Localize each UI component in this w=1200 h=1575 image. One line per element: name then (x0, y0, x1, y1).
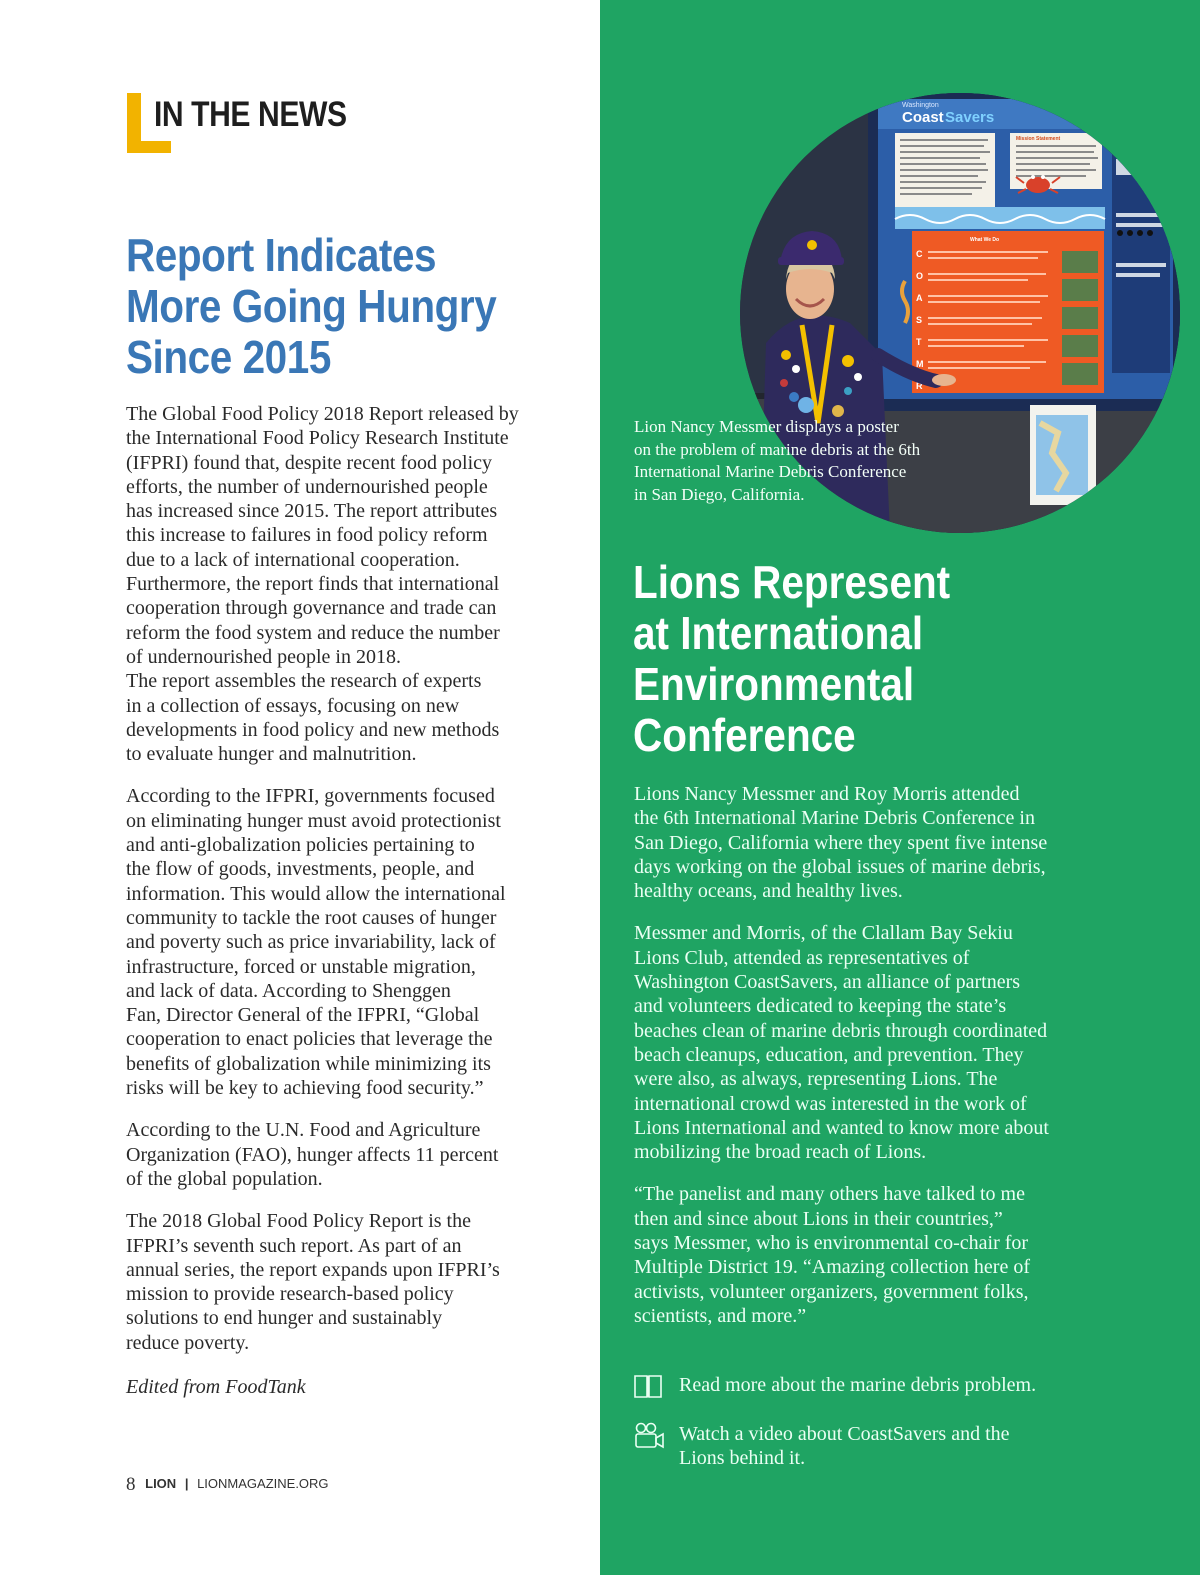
photo-caption (634, 416, 964, 506)
right-article-body (634, 782, 1084, 1328)
body-line: IFPRI’s seventh such report. As part of an (126, 1234, 462, 1257)
body-line: mission to provide research-based policy (126, 1283, 454, 1306)
page-number: 8 (126, 1474, 136, 1495)
right-paragraph-2 (634, 921, 1084, 1164)
body-line: (IFPRI) found that, despite recent food policy (126, 451, 493, 474)
body-line: healthy oceans, and healthy lives. (634, 880, 903, 903)
link-line[interactable]: Read more about the marine debris problem. (679, 1374, 1037, 1396)
footer-brand: LION (145, 1476, 177, 1491)
right-paragraph-3 (634, 1182, 1084, 1328)
left-article-body (126, 402, 536, 1355)
body-line: cooperation to enact policies that leverage the (126, 1028, 493, 1051)
body-line: information. This would allow the international (126, 882, 506, 905)
body-line: to evaluate hunger and malnutrition. (126, 743, 417, 766)
read-more-link-text[interactable] (679, 1373, 1036, 1397)
body-line: cooperation through governance and trade can (126, 597, 497, 620)
body-line: efforts, the number of undernourished people (126, 475, 488, 498)
body-line: Furthermore, the report finds that international (126, 573, 500, 596)
body-line: and volunteers dedicated to keeping the state’s (634, 995, 1007, 1018)
body-line: in a collection of essays, focusing on new (126, 694, 460, 717)
body-line: Washington CoastSavers, an alliance of partners (634, 971, 1021, 994)
body-line: Lions Club, attended as representatives of (634, 946, 970, 969)
footer-site-link[interactable]: LIONMAGAZINE.ORG (197, 1476, 329, 1491)
footer-separator: | (184, 1476, 189, 1491)
body-line: mobilizing the broad reach of Lions. (634, 1141, 927, 1164)
left-paragraph-3 (126, 1118, 536, 1191)
body-line: on eliminating hunger must avoid protectionist (126, 809, 501, 832)
body-line: infrastructure, forced or unstable migration, (126, 955, 476, 978)
body-line: this increase to failures in food policy reform (126, 524, 488, 547)
body-line: annual series, the report expands upon IFPRI’s (126, 1258, 500, 1281)
caption-line: on the problem of marine debris at the 6th (634, 439, 921, 459)
svg-text:T: T (916, 337, 922, 347)
body-line: Multiple District 19. “Amazing collection here of (634, 1256, 1030, 1279)
body-line: says Messmer, who is environmental co-chair for (634, 1232, 1029, 1255)
body-line: and lack of data. According to Shenggen (126, 979, 451, 1002)
right-article-title (633, 557, 1173, 761)
body-line: According to the U.N. Food and Agriculture (126, 1119, 481, 1142)
watch-video-link-text[interactable] (679, 1422, 1010, 1471)
left-paragraph-1 (126, 402, 536, 766)
body-line: risks will be key to achieving food security.” (126, 1077, 484, 1100)
right-column (600, 0, 1200, 1575)
read-more-link[interactable] (633, 1373, 1153, 1401)
body-line: the International Food Policy Research Institute (126, 427, 509, 450)
left-paragraph-2 (126, 784, 536, 1100)
body-line: According to the IFPRI, governments focused (126, 785, 495, 808)
svg-text:Mission Statement: Mission Statement (1016, 136, 1061, 142)
link-line[interactable]: Watch a video about CoastSavers and the (679, 1423, 1010, 1445)
svg-text:R: R (916, 381, 923, 391)
body-line: were also, as always, representing Lions. The (634, 1068, 998, 1091)
right-title-line: Lions Represent (633, 556, 951, 608)
svg-text:S: S (916, 315, 923, 325)
left-paragraph-4 (126, 1209, 536, 1355)
svg-text:M: M (916, 359, 924, 369)
body-line: international crowd was interested in the work of (634, 1092, 1027, 1115)
svg-text:Coast: Coast (902, 109, 944, 126)
left-title-line: Report Indicates (126, 229, 437, 281)
body-line: Messmer and Morris, of the Clallam Bay Sekiu (634, 922, 1013, 945)
body-line: and anti-globalization policies pertaining to (126, 834, 475, 857)
article-credit: Edited from FoodTank (126, 1376, 306, 1398)
link-line[interactable]: Lions behind it. (679, 1447, 806, 1470)
body-line: beaches clean of marine debris through coordinated (634, 1019, 1048, 1042)
body-line: solutions to end hunger and sustainably (126, 1307, 443, 1330)
body-line: community to tackle the root causes of hunger (126, 906, 497, 929)
body-line: of the global population. (126, 1167, 323, 1190)
page-footer (126, 1474, 329, 1496)
left-title-line: Since 2015 (126, 331, 331, 383)
svg-text:What We Do: What We Do (970, 237, 1000, 243)
body-line: scientists, and more.” (634, 1304, 807, 1327)
body-line: Fan, Director General of the IFPRI, “Global (126, 1004, 480, 1027)
body-line: The report assembles the research of experts (126, 670, 482, 693)
svg-text:Washington: Washington (902, 102, 939, 109)
right-title-line: Conference (633, 709, 856, 761)
video-camera-icon (633, 1422, 663, 1448)
svg-text:C: C (916, 249, 923, 259)
svg-text:Savers: Savers (945, 109, 995, 126)
body-line: has increased since 2015. The report attributes (126, 500, 498, 523)
body-line: The Global Food Policy 2018 Report released by (126, 403, 519, 425)
svg-text:A: A (916, 293, 923, 303)
body-line: of undernourished people in 2018. (126, 645, 401, 668)
body-line: developments in food policy and new methods (126, 718, 500, 741)
body-line: reform the food system and reduce the number (126, 621, 500, 644)
body-line: the 6th International Marine Debris Conference in (634, 807, 1035, 830)
caption-line: International Marine Debris Conference (634, 462, 907, 481)
body-line: Organization (FAO), hunger affects 11 percent (126, 1143, 499, 1166)
watch-video-link[interactable] (633, 1422, 1153, 1474)
body-line: The 2018 Global Food Policy Report is the (126, 1210, 471, 1233)
left-title-line: More Going Hungry (126, 280, 497, 332)
body-line: due to a lack of international cooperation. (126, 548, 460, 571)
body-line: Lions International and wanted to know more about (634, 1116, 1049, 1139)
body-line: benefits of globalization while minimizing its (126, 1052, 491, 1075)
body-line: and poverty such as price invariability, lack of (126, 931, 496, 954)
section-label-text: IN THE NEWS (154, 95, 347, 134)
caption-line: in San Diego, California. (634, 484, 805, 504)
body-line: reduce poverty. (126, 1331, 250, 1354)
body-line: days working on the global issues of marine debris, (634, 855, 1046, 878)
body-line: “The panelist and many others have talked to me (634, 1183, 1025, 1206)
right-title-line: at International (633, 607, 924, 659)
body-line: San Diego, California where they spent five intense (634, 831, 1048, 854)
book-icon (633, 1373, 663, 1399)
body-line: activists, volunteer organizers, government folks, (634, 1280, 1029, 1303)
body-line: then and since about Lions in their countries,” (634, 1207, 1003, 1230)
body-line: Lions Nancy Messmer and Roy Morris attended (634, 783, 1020, 805)
caption-line: Lion Nancy Messmer displays a poster (634, 417, 899, 436)
svg-text:O: O (916, 271, 924, 281)
right-title-line: Environmental (633, 658, 915, 710)
body-line: beach cleanups, education, and prevention. They (634, 1043, 1024, 1066)
body-line: the flow of goods, investments, people, and (126, 858, 475, 881)
left-article-title (126, 230, 586, 383)
right-paragraph-1 (634, 782, 1084, 903)
